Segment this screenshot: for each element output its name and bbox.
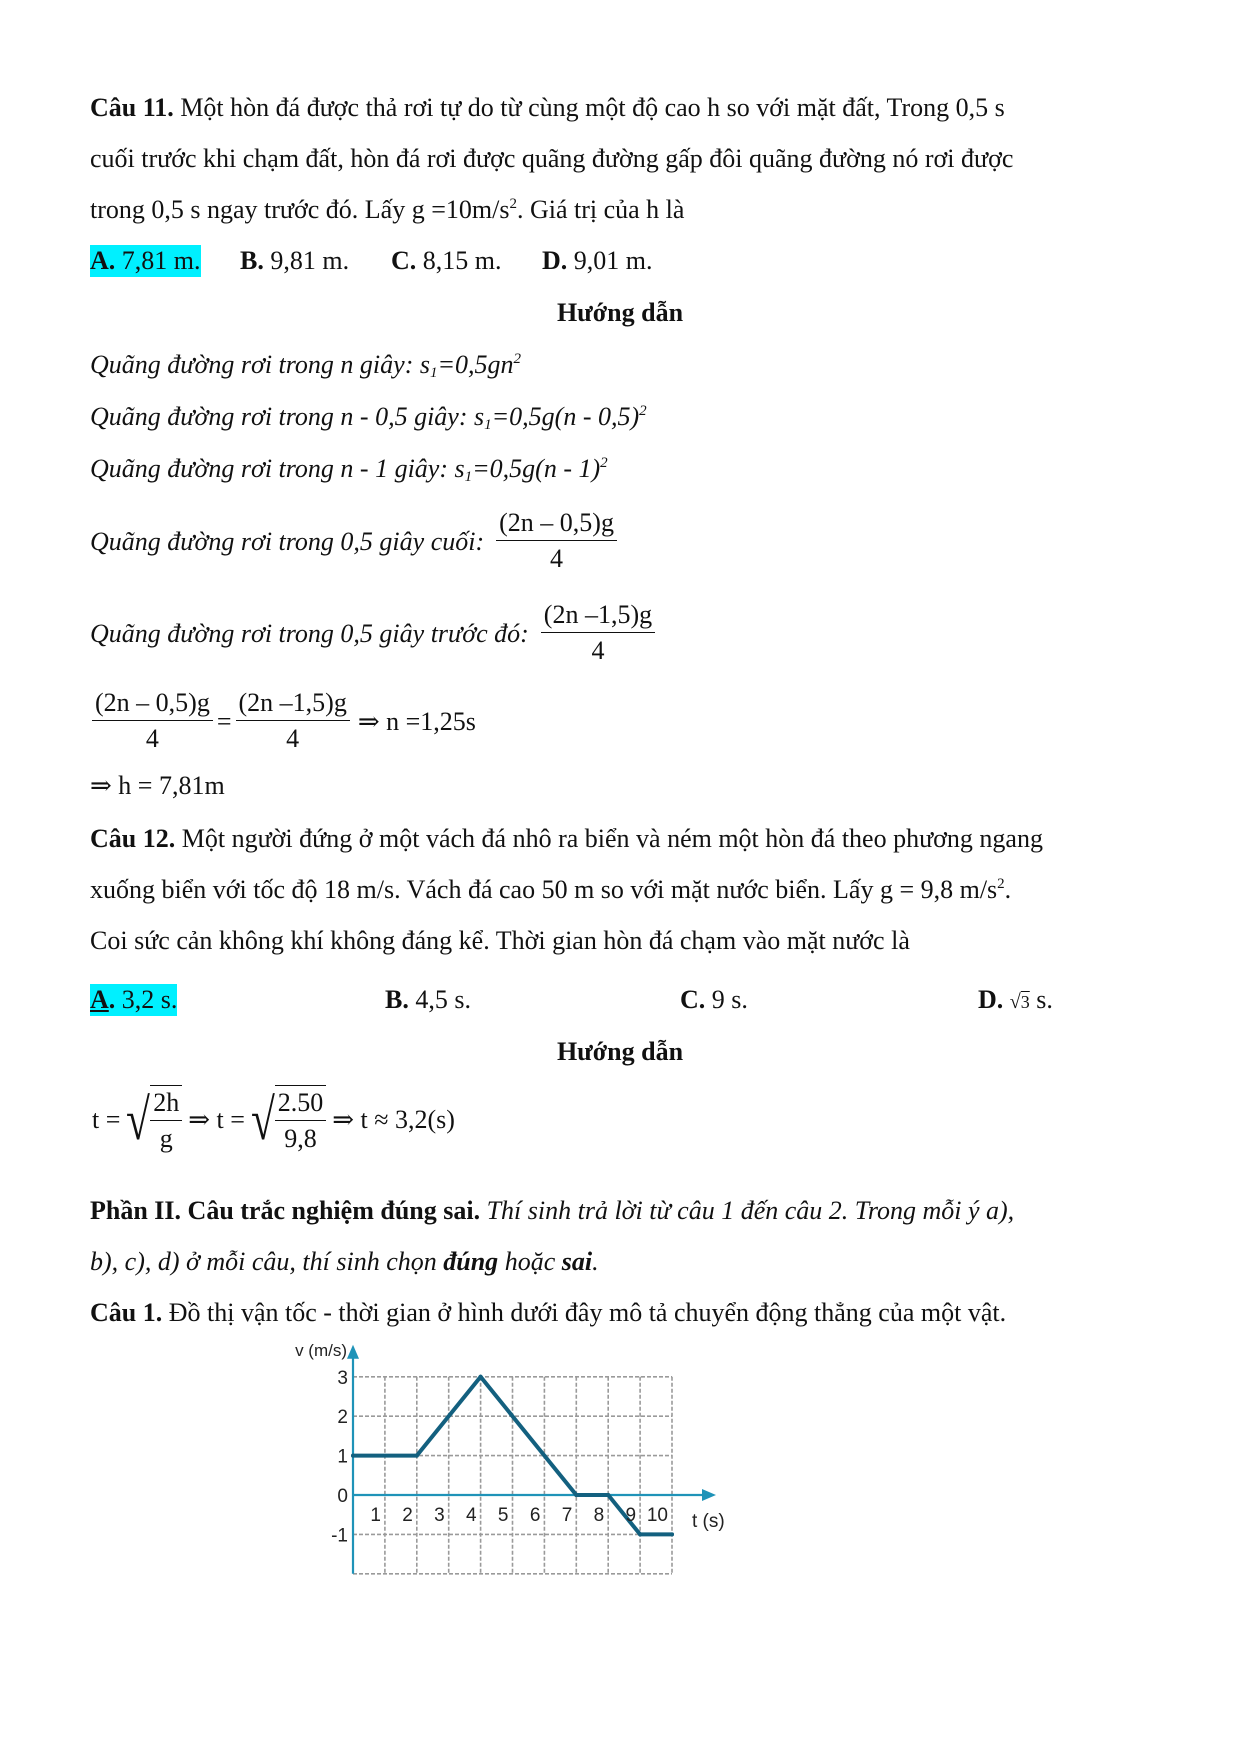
part2-instruction-2: b), c), d) ở mỗi câu, thí sinh chọn [90, 1247, 444, 1276]
x-tick-label: 1 [370, 1505, 381, 1526]
x-tick-label: 2 [402, 1505, 413, 1526]
q11-text-3b: . Giá trị của h là [516, 195, 685, 224]
word-sai: sai [561, 1247, 593, 1276]
step-sub: 1 [464, 469, 473, 485]
equals-sign: = [216, 706, 232, 736]
radical-icon: √ [250, 1087, 275, 1152]
x-tick-label: 6 [529, 1505, 541, 1526]
option-letter: C. [391, 246, 417, 275]
step-formula: =0,5gn [437, 350, 514, 379]
step-formula: =0,5g(n - 0,5) [491, 402, 640, 431]
step-formula: =0,5g(n - 1) [472, 454, 601, 483]
y-axis-label: v (m/s) [295, 1340, 347, 1360]
x-axis-arrow-icon [702, 1489, 716, 1501]
q12-text-2b: . [1004, 875, 1012, 904]
fraction-denominator: 9,8 [284, 1124, 317, 1153]
word-dung: đúng [443, 1247, 499, 1276]
chart-grid [353, 1377, 672, 1574]
option-value: 9 s. [705, 985, 748, 1014]
step-text: Quãng đường rơi trong n - 0,5 giây: s [90, 402, 485, 431]
y-axis-arrow-icon [347, 1345, 359, 1359]
data-point [670, 1532, 674, 1536]
chart-axes [347, 1345, 716, 1574]
part2-title: Phần II. Câu trắc nghiệm đúng sai. [90, 1196, 481, 1225]
fraction-denominator: 4 [145, 724, 159, 753]
fraction-denominator: 4 [591, 636, 605, 665]
y-tick-label: 0 [337, 1486, 348, 1507]
x-tick-label: 3 [434, 1505, 445, 1526]
q11-sup: 2 [509, 196, 517, 212]
data-point [606, 1493, 610, 1497]
y-tick-label: 1 [337, 1446, 348, 1468]
x-tick-label: 7 [561, 1505, 573, 1526]
series-segment [481, 1377, 577, 1495]
option-letter: C. [680, 985, 706, 1014]
q1-label: Câu 1. [90, 1298, 163, 1327]
q11-label-text: Câu 11. [90, 93, 174, 122]
data-point [479, 1375, 483, 1379]
data-point [351, 1454, 355, 1458]
step-text: Quãng đường rơi trong n giây: s [90, 350, 430, 379]
fraction-denominator: 4 [286, 724, 300, 753]
y-tick-label: 3 [337, 1367, 348, 1389]
fraction-numerator: (2n –1,5)g [236, 688, 350, 721]
fraction-numerator: 2.50 [275, 1088, 327, 1121]
period: . [592, 1247, 599, 1276]
data-point [638, 1532, 642, 1536]
option-letter: A. [90, 246, 116, 275]
option-value: 9,01 m. [567, 246, 653, 275]
option-value: s. [1029, 985, 1053, 1014]
radicand: 3 [1020, 992, 1030, 1012]
data-point [415, 1454, 419, 1458]
root-symbol: √ [1009, 991, 1021, 1013]
q12-text-1: Một người đứng ở một vách đá nhô ra biển và ném một hòn đá theo phương ngang [175, 824, 1043, 853]
q11-text-1: Một hòn đá được thả rơi tự do từ cùng một độ cao h so với mặt đất, Trong 0,5 s [173, 93, 1005, 122]
part2-instruction-1: Thí sinh trả lời từ câu 1 đến câu 2. Trong mỗi ý a), [480, 1196, 1015, 1225]
q12-guide-title: Hướng dẫn [556, 1037, 684, 1066]
option-letter: B. [240, 246, 264, 275]
option-value: 9,81 m. [263, 246, 350, 275]
q12-text-2a: xuống biển với tốc độ 18 m/s. Vách đá cao 50 m so với mặt nước biển. Lấy g = 9,8 m/s [90, 875, 998, 904]
word-hoac: hoặc [498, 1247, 562, 1276]
fraction-denominator: g [159, 1124, 173, 1153]
option-letter: D. [542, 246, 568, 275]
prev-half-text: Quãng đường rơi trong 0,5 giây trước đó: [90, 618, 529, 648]
t-equals: t = [92, 1105, 121, 1134]
step-sup: 2 [639, 403, 647, 419]
last-half-text: Quãng đường rơi trong 0,5 giây cuối: [90, 526, 485, 556]
fraction-numerator: (2n –1,5)g [541, 600, 655, 633]
equation-result: ⇒ n =1,25s [357, 706, 476, 736]
q11-text-2: cuối trước khi chạm đất, hòn đá rơi được quãng đường gấp đôi quãng đường nó rơi được [90, 144, 1014, 173]
y-tick-label: 2 [337, 1407, 348, 1429]
data-point [574, 1493, 578, 1497]
solution-result: ⇒ t ≈ 3,2(s) [332, 1105, 455, 1134]
fraction-numerator: (2n – 0,5)g [496, 508, 617, 541]
step-text: Quãng đường rơi trong n - 1 giây: s [90, 454, 465, 483]
q11-guide-title: Hướng dẫn [556, 298, 684, 327]
q12-sup: 2 [997, 876, 1005, 892]
option-value: 8,15 m. [416, 246, 502, 275]
fraction-numerator: (2n – 0,5)g [92, 688, 213, 721]
x-tick-label: 5 [497, 1505, 509, 1526]
x-axis-label: t (s) [692, 1511, 725, 1532]
q1-text: Đồ thị vận tốc - thời gian ở hình dưới đây mô tả chuyển động thẳng của một vật. [162, 1298, 1007, 1327]
q12-text-3: Coi sức cản không khí không đáng kể. Thời gian hòn đá chạm vào mặt nước là [90, 926, 910, 955]
option-letter: A [90, 985, 109, 1014]
step-sub: 1 [429, 365, 438, 381]
q11-text-3a: trong 0,5 s ngay trước đó. Lấy g =10m/s [90, 195, 510, 224]
option-letter: B. [385, 985, 409, 1014]
step-sub: 1 [484, 417, 492, 433]
x-tick-label: 10 [646, 1505, 668, 1526]
option-value: 7,81 m. [115, 246, 201, 275]
radical-icon: √ [126, 1087, 151, 1152]
y-tick-label: -1 [331, 1525, 348, 1547]
step-sup: 2 [600, 455, 608, 471]
option-letter: D. [978, 985, 1004, 1014]
fraction-numerator: 2h [150, 1088, 182, 1121]
chart-labels [295, 1341, 725, 1547]
x-tick-label: 9 [625, 1505, 637, 1526]
q12-label: Câu 12. [90, 824, 176, 853]
step-sup: 2 [513, 351, 522, 367]
fraction-denominator: 4 [550, 544, 564, 573]
option-value: 4,5 s. [408, 985, 471, 1014]
implies-t: ⇒ t = [188, 1105, 245, 1134]
option-dot: . [108, 985, 116, 1014]
x-tick-label: 8 [593, 1505, 605, 1526]
q11-final: ⇒ h = 7,81m [90, 771, 225, 800]
option-value: 3,2 s. [115, 985, 178, 1014]
x-tick-label: 4 [466, 1505, 477, 1526]
